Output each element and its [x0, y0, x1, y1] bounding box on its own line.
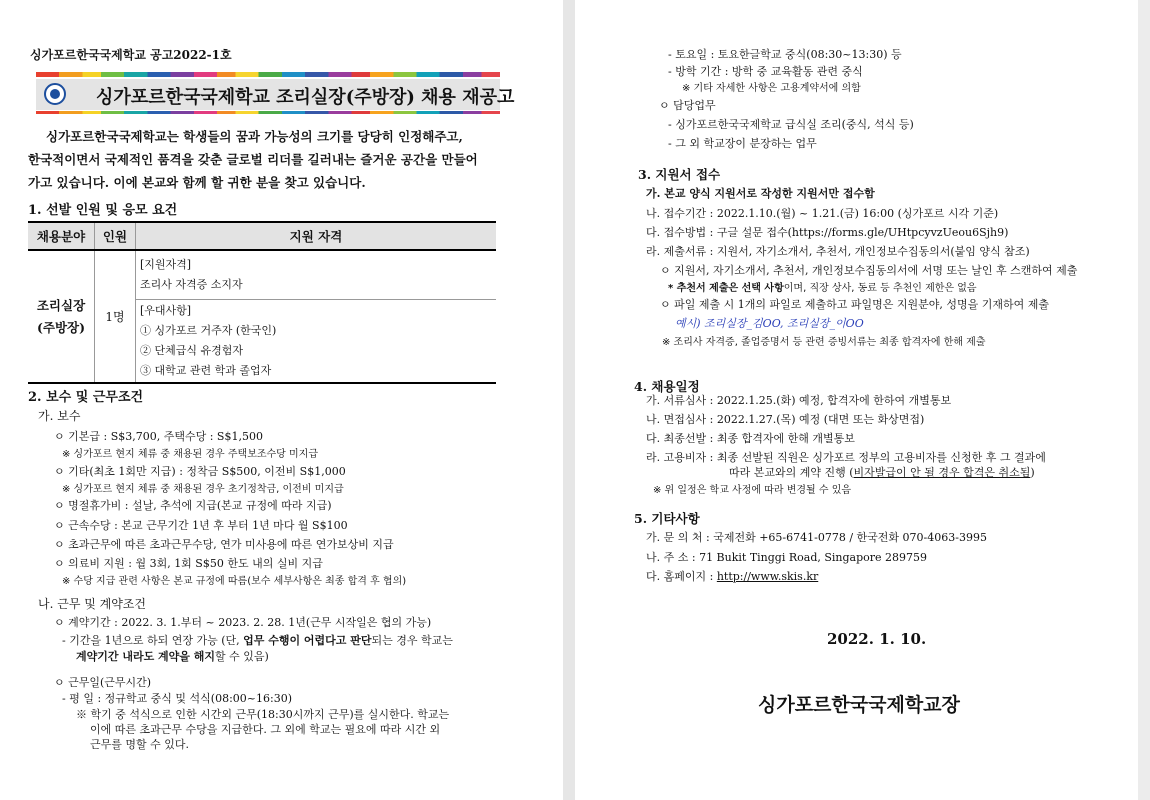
weekday-note-1: ※ 학기 중 석식으로 인한 시간외 근무(18:30시까지 근무)를 실시한다. 학교는 — [76, 708, 450, 721]
s5-a: 가. 문 의 처 : 국제전화 +65-6741-0778 / 한국전화 070-4063-3995 — [646, 531, 987, 544]
school-logo-icon — [44, 83, 66, 105]
contract-sub-2 — [76, 648, 269, 664]
intro-line-1: 싱가포르한국국제학교는 학생들의 꿈과 가능성의 크기를 당당히 인정해주고, — [46, 129, 463, 144]
pay-line-6: ㅇ 의료비 지원 : 월 3회, 1회 S$50 한도 내의 실비 지급 — [54, 557, 323, 570]
preference-label: [우대사항] — [140, 304, 192, 317]
section-1-title: 1. 선발 인원 및 응모 요건 — [28, 203, 178, 218]
color-stripe-top — [36, 72, 500, 77]
left-page — [0, 0, 563, 800]
s4-d2 — [729, 464, 1035, 480]
s4-b: 나. 면접심사 : 2022.1.27.(목) 예정 (대면 또는 화상면접) — [646, 413, 925, 426]
preference-cell — [136, 300, 497, 384]
work-heading: 나. 근무 및 계약조건 — [38, 597, 146, 611]
pay-line-1: ㅇ 기본급 : S$3,700, 주택수당 : S$1,500 — [54, 430, 263, 443]
preference-item-2: ② 단체급식 유경험자 — [140, 344, 244, 357]
pay-heading: 가. 보수 — [38, 409, 81, 423]
requirements-table — [28, 221, 496, 384]
qualification-label: [지원자격] — [140, 258, 192, 271]
table-row — [28, 250, 496, 300]
s3-f-rest: 이며, 직장 상사, 동료 등 추천인 제한은 없음 — [783, 283, 977, 294]
contract-sub-2-b: 할 수 있음) — [215, 650, 269, 663]
table-header-qualification: 지원 자격 — [136, 222, 497, 250]
hours-cont-2: - 방학 기간 : 방학 중 교육활동 관련 중식 — [668, 65, 863, 78]
contract-sub-1 — [62, 632, 453, 648]
contract-sub-1-b: 업무 수행이 어렵다고 판단 — [243, 634, 372, 647]
s3-c: 다. 접수방법 : 구글 설문 접수(https://forms.gle/UHtpcyvzUeou6Sjh9) — [646, 226, 1009, 239]
weekday-note-2: 이에 따른 초과근무 수당을 지급한다. 그 외에 학교는 필요에 따라 시간 외 — [90, 723, 441, 736]
field-line-1: 조리실장 — [36, 297, 86, 313]
intro-line-3: 가고 있습니다. 이에 본교와 함께 할 귀한 분을 찾고 있습니다. — [28, 175, 366, 190]
preference-item-3: ③ 대학교 관련 학과 졸업자 — [140, 364, 272, 377]
s3-f-bold: * 추천서 제출은 선택 사항 — [668, 283, 784, 294]
section-2-title: 2. 보수 및 근무조건 — [28, 390, 144, 405]
s5-c-label: 다. 홈페이지 : — [646, 570, 717, 583]
s4-d2-underlined: 비자발급이 안 될 경우 합격은 취소됨 — [853, 466, 1031, 479]
s5-b: 나. 주 소 : 71 Bukit Tinggi Road, Singapore 289759 — [646, 551, 928, 564]
table-header-count: 인원 — [95, 222, 136, 250]
table-header-row — [28, 222, 496, 250]
right-page — [575, 0, 1138, 800]
qualification-cell — [136, 250, 497, 300]
preference-item-1: ① 싱가포르 거주자 (한국인) — [140, 324, 277, 337]
duty-item-2: - 그 외 학교장이 분장하는 업무 — [668, 137, 817, 150]
contract-sub-2-a: 계약기간 내라도 계약을 해지 — [76, 650, 215, 663]
pay-note-1: ※ 싱가포르 현지 체류 중 채용된 경우 주택보조수당 미지급 — [62, 449, 318, 460]
hours-cont-note: ※ 기타 자세한 사항은 고용계약서에 의함 — [682, 83, 861, 94]
s3-g: ㅇ 파일 제출 시 1개의 파일로 제출하고 파일명은 지원분야, 성명을 기재하여 제출 — [660, 298, 1049, 311]
s3-a: 가. 본교 양식 지원서로 작성한 지원서만 접수함 — [646, 187, 875, 200]
table-header-field: 채용분야 — [28, 222, 95, 250]
page-divider — [563, 0, 575, 800]
hours-cont-1: - 토요일 : 토요한글학교 중식(08:30~13:30) 등 — [668, 48, 902, 61]
s3-d: 라. 제출서류 : 지원서, 자기소개서, 추천서, 개인정보수집동의서(붙임 양식 참조) — [646, 245, 1030, 258]
s4-d2-a: 따라 본교와의 계약 진행 ( — [729, 466, 854, 479]
page-title: 싱가포르한국국제학교 조리실장(주방장) 채용 재공고 — [96, 87, 515, 108]
weekday-line: - 평 일 : 정규학교 중식 및 석식(08:00~16:30) — [62, 692, 292, 705]
field-cell — [28, 250, 95, 383]
intro-line-2: 한국적이면서 국제적인 품격을 갖춘 글로벌 리더를 길러내는 즐거운 공간을 만들어 — [28, 152, 478, 167]
s3-f — [668, 279, 977, 294]
homepage-link[interactable]: http://www.skis.kr — [716, 570, 819, 583]
s3-note: ※ 조리사 자격증, 졸업증명서 등 관련 증빙서류는 최종 합격자에 한해 제출 — [662, 337, 986, 348]
pay-note-3: ※ 수당 지급 관련 사항은 본교 규정에 따름(보수 세부사항은 최종 합격 후 협의) — [62, 576, 407, 587]
signature: 싱가포르한국국제학교장 — [758, 694, 960, 716]
notice-number: 싱가포르한국국제학교 공고2022-1호 — [30, 48, 232, 62]
s4-d2-c: ) — [1030, 466, 1035, 479]
section-4-title: 4. 채용일정 — [634, 379, 700, 394]
s4-a: 가. 서류심사 : 2022.1.25.(화) 예정, 합격자에 한하여 개별통보 — [646, 394, 952, 407]
s3-e: ㅇ 지원서, 자기소개서, 추천서, 개인정보수집동의서에 서명 또는 날인 후 스캔하여 제출 — [660, 264, 1078, 277]
s3-b: 나. 접수기간 : 2022.1.10.(월) ~ 1.21.(금) 16:00 (싱가포르 시각 기준) — [646, 207, 999, 220]
contract-sub-1-a: - 기간을 1년으로 하되 연장 가능 (단, — [62, 634, 244, 647]
section-5-title: 5. 기타사항 — [634, 511, 700, 526]
color-stripe-bottom — [36, 111, 500, 114]
pay-line-3: ㅇ 명절휴가비 : 설날, 추석에 지급(본교 규정에 따라 지급) — [54, 499, 332, 512]
hours-heading: ㅇ 근무일(근무시간) — [54, 676, 152, 689]
notice-date: 2022. 1. 10. — [827, 630, 927, 648]
s4-d1: 라. 고용비자 : 최종 선발된 직원은 싱가포르 정부의 고용비자를 신청한 후 그 결과에 — [646, 451, 1046, 464]
s4-c: 다. 최종선발 : 최종 합격자에 한해 개별통보 — [646, 432, 855, 445]
s4-note: ※ 위 일정은 학교 사정에 따라 변경될 수 있음 — [653, 485, 852, 496]
count-cell: 1명 — [95, 250, 136, 383]
section-3-title: 3. 지원서 접수 — [638, 167, 721, 182]
duty-item-1: - 싱가포르한국국제학교 급식실 조리(중식, 석식 등) — [668, 118, 914, 131]
s3-example: 예시) 조리실장_김OO, 조리실장_이OO — [675, 317, 864, 330]
qualification-item: 조리사 자격증 소지자 — [140, 278, 243, 291]
contract-sub-1-c: 되는 경우 학교는 — [371, 634, 453, 647]
pay-line-5: ㅇ 초과근무에 따른 초과근무수당, 연가 미사용에 따른 연가보상비 지급 — [54, 538, 394, 551]
contract-line: ㅇ 계약기간 : 2022. 3. 1.부터 ~ 2023. 2. 28. 1년(근무 시작일은 협의 가능) — [54, 616, 432, 629]
pay-note-2: ※ 싱가포르 현지 체류 중 채용된 경우 초기정착금, 이전비 미지급 — [62, 484, 344, 495]
pay-line-2: ㅇ 기타(최초 1회만 지급) : 정착금 S$500, 이전비 S$1,000 — [54, 465, 346, 478]
duty-heading: ㅇ 담당업무 — [659, 99, 716, 112]
s5-c — [646, 568, 818, 584]
pay-line-4: ㅇ 근속수당 : 본교 근무기간 1년 후 부터 1년 마다 월 S$100 — [54, 519, 348, 532]
weekday-note-3: 근무를 명할 수 있다. — [90, 738, 189, 751]
field-line-2: (주방장) — [36, 319, 86, 335]
